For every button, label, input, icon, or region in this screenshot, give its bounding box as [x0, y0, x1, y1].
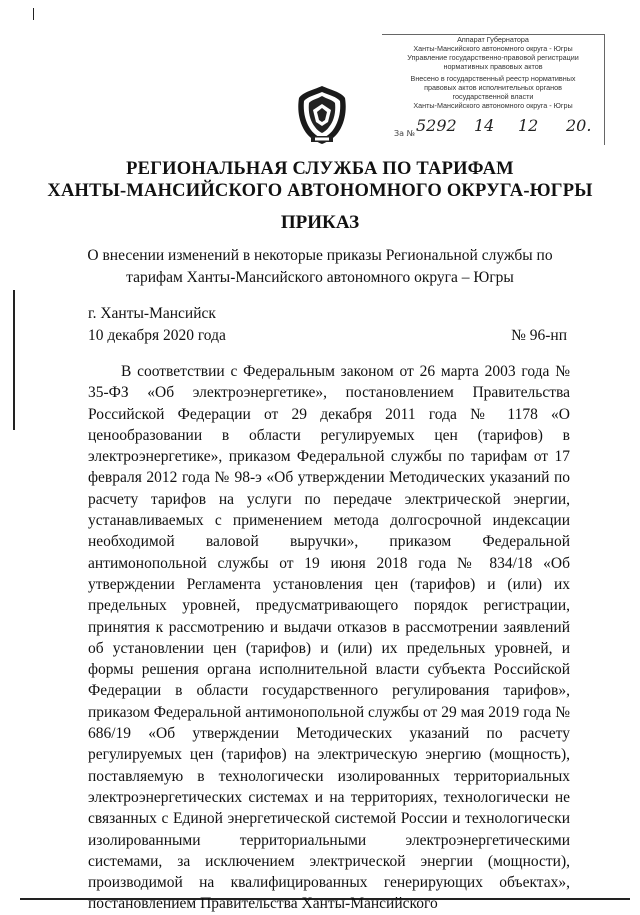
document-type: ПРИКАЗ [280, 212, 360, 233]
scan-edge-mark-left [13, 290, 15, 430]
stamp-reg-day: 14 [474, 116, 495, 135]
registration-stamp [382, 34, 605, 145]
stamp-line: Управление государственно-правовой регистрации [407, 53, 579, 62]
document-number: № 96-нп [511, 327, 567, 344]
stamp-line: Внесено в государственный реестр нормативных [410, 74, 576, 83]
stamp-reg-number: 5292 [416, 116, 457, 135]
organization-title-line1: РЕГИОНАЛЬНАЯ СЛУЖБА ПО ТАРИФАМ [126, 159, 514, 179]
issue-date: 10 декабря 2020 года [88, 327, 226, 344]
stamp-line: Ханты-Мансийского автономного округа - Югры [413, 44, 573, 53]
coat-of-arms-emblem [293, 84, 351, 146]
stamp-reg-prefix: За № [394, 129, 415, 138]
organization-title-line2: ХАНТЫ-МАНСИЙСКОГО АВТОНОМНОГО ОКРУГА-ЮГРЫ [47, 181, 593, 201]
scan-dot-top [33, 8, 34, 20]
stamp-reg-month: 12 [518, 116, 539, 135]
body-paragraph: В соответствии с Федеральным законом от 26 марта 2003 года № 35-ФЗ «Об электроэнергетике», постановлением Правительства Российской Федерации от 29 декабря 2011 года № 1178 «О ценообразовании в области регулируемых цен (тарифов) в электроэнергетике», приказом Федеральной службы по тарифам от 17 февраля 2012 года № 98-э «Об утверждении Методических указаний по расчету тарифов на услуги по передаче электрической энергии, устанавливаемых с применением метода долгосрочной индексации необходимой валовой выручки», приказом Федеральной антимонопольной службы от 19 июня 2018 года № 834/18 «Об утверждении Регламента установления цен (тарифов) и (или) их предельных уровней, предусматривающего порядок регистрации, принятия к рассмотрению и выдачи отказов в рассмотрении заявлений об установлении цен (тарифов) и (или) их предельных уровней, и формы решения органа исполнительной власти субъекта Российской Федерации в области государственного регулирования тарифов», приказом Федеральной антимонопольной службы от 29 мая 2019 года № 686/19 «Об утверждении Методических указаний по расчету регулируемых цен (тарифов) на электрическую энергию (мощность), поставляемую в технологически изолированных территориальных электроэнергетических системах и на территориях, технологически не связанных с Единой энергетической системой России и технологически изолированными территориальными электроэнергетическими системами, за исключением электрической энергии (мощности), производимой на квалифицированных генерирующих объектах», постановлением Правительства Ханты-Мансийского [88, 363, 570, 913]
stamp-line: государственной власти [452, 92, 534, 101]
stamp-line: Аппарат Губернатора [457, 35, 529, 44]
stamp-reg-year: 20. [566, 116, 592, 135]
stamp-line: правовых актов исполнительных органов [424, 83, 562, 92]
subject-line1: О внесении изменений в некоторые приказы Региональной службы по [87, 247, 553, 264]
stamp-line: нормативных правовых актов [443, 62, 543, 71]
organization-title [0, 158, 640, 202]
stamp-line: Ханты-Мансийского автономного округа - Югры [413, 101, 573, 110]
subject-line2: тарифам Ханты-Мансийского автономного округа – Югры [126, 268, 514, 286]
stamp-registration-row [382, 116, 604, 145]
document-subject [60, 245, 580, 288]
place-of-issue: г. Ханты-Мансийск [88, 305, 216, 322]
